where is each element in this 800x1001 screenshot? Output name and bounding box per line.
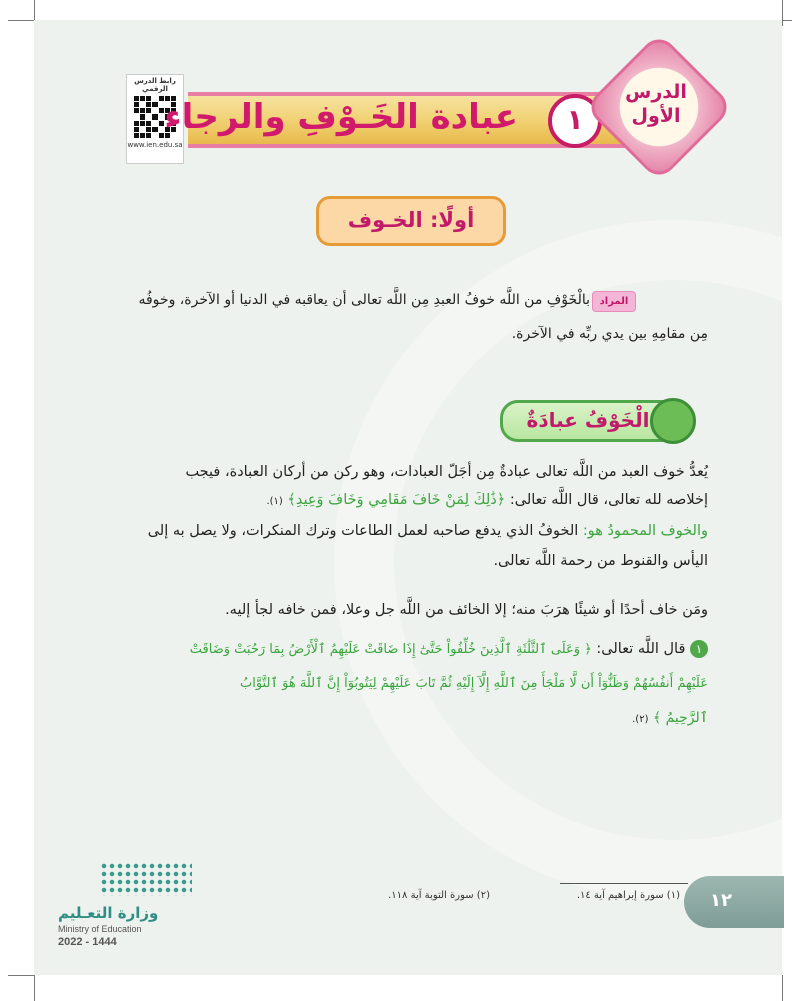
- subheading: الْخَوْفُ عبادَةٌ: [500, 400, 676, 442]
- footnote-ref-1: (١).: [266, 496, 283, 507]
- edition-year: 2022 - 1444: [58, 936, 117, 948]
- paragraph-4-line-1: [68, 640, 708, 658]
- definition-line-2: مِن مقامِهِ بين يدي ربِّه في الآخرة.: [511, 326, 708, 342]
- paragraph-2-line-1: [88, 523, 708, 539]
- ministry-name-english: Ministry of Education: [58, 924, 142, 934]
- paragraph-4-line-3: [68, 710, 708, 726]
- crop-mark: [8, 975, 34, 976]
- definition-line-1: بالْخَوْفِ من اللَّه خوفُ العبدِ مِن اللَّه تعالى أن يعاقبه في الدنيا أو الآخرة، وخوفُه: [138, 292, 590, 308]
- praised-fear-label: والخوف المحمودُ هو:: [582, 523, 708, 539]
- qr-caption: رابط الدرس الرقمي: [134, 77, 176, 93]
- lesson-title: عبادة الخَـوْفِ والرجاء: [164, 97, 518, 137]
- footnote-divider: [560, 883, 688, 884]
- footnote-ref-2: (٢).: [632, 714, 649, 725]
- paragraph-3: ومَن خاف أحدًا أو شيئًا هرَبَ منه؛ إلا الخائف من اللَّه جل وعلا، فمن خافه لجأ إليه.: [225, 602, 708, 618]
- subheading-badge: [500, 398, 690, 442]
- lesson-number-badge: ١: [548, 94, 602, 148]
- crop-mark: [782, 975, 783, 1001]
- footnote-1: (١) سورة إبراهيم آية ١٤.: [576, 890, 680, 901]
- footnote-2: (٢) سورة التوبة آية ١١٨.: [388, 890, 490, 901]
- paragraph-1-line-1: يُعدُّ خوف العبد من اللَّه تعالى عبادةٌ مِن أجَلّ العبادات، وهو ركن من أركان العبادة، فيجب: [185, 464, 708, 480]
- flower-ornament-icon: [650, 398, 696, 444]
- paragraph-1-text: إخلاصه لله تعالى، قال اللَّه تعالى:: [505, 492, 708, 508]
- definition-tag: المراد: [592, 291, 636, 312]
- crop-mark: [8, 20, 34, 21]
- page-number: ١٢: [710, 890, 732, 911]
- quran-verse-line-3: ٱلرَّحِيمُ ﴾: [652, 710, 708, 726]
- quran-verse-line-1: ﴿ وَعَلَى ٱلثَّلَٰثَةِ ٱلَّذِينَ خُلِّفُواْ حَتَّىٰٓ إِذَا ضَاقَتْ عَلَيْهِمُ ٱلْأَرْضُ بِمَا رَحُبَتْ وَضَاقَتْ: [189, 642, 592, 657]
- crop-mark: [782, 0, 783, 26]
- paragraph-4-intro: قال اللَّه تعالى:: [591, 641, 686, 657]
- qr-url: www.ien.edu.sa: [127, 141, 183, 149]
- quran-verse-line-2: عَلَيْهِمْ أَنفُسُهُمْ وَظَنُّوٓاْ أَن لَّا مَلْجَأَ مِنَ ٱللَّهِ إِلَّآ إِلَيْهِ ثُمَّ تَابَ عَلَيْهِمْ لِيَتُوبُوٓاْ إِنَّ ٱللَّهَ هُوَ ٱلتَّوَّابُ: [239, 676, 708, 691]
- quran-verse: ﴿ذَٰلِكَ لِمَنْ خَافَ مَقَامِي وَخَافَ وَعِيدِ﴾: [287, 492, 506, 508]
- ministry-name-arabic: وزارة التعـليم: [58, 904, 159, 922]
- section-title: أولًا: الخـوف: [316, 196, 506, 246]
- lesson-label: الدرس الأول: [625, 81, 687, 127]
- ministry-logo-icon: [100, 862, 192, 896]
- paragraph-2-text: الخوفُ الذي يدفع صاحبه لعمل الطاعات وترك المنكرات، ولا يصل به إلى: [147, 523, 579, 539]
- paragraph-2-line-2: اليأس والقنوط من رحمة اللَّه تعالى.: [493, 553, 708, 569]
- page-number-tab: [684, 876, 784, 928]
- list-number-badge: ١: [690, 640, 708, 658]
- paragraph-1-line-2: [88, 492, 708, 508]
- crop-mark: [34, 975, 35, 1001]
